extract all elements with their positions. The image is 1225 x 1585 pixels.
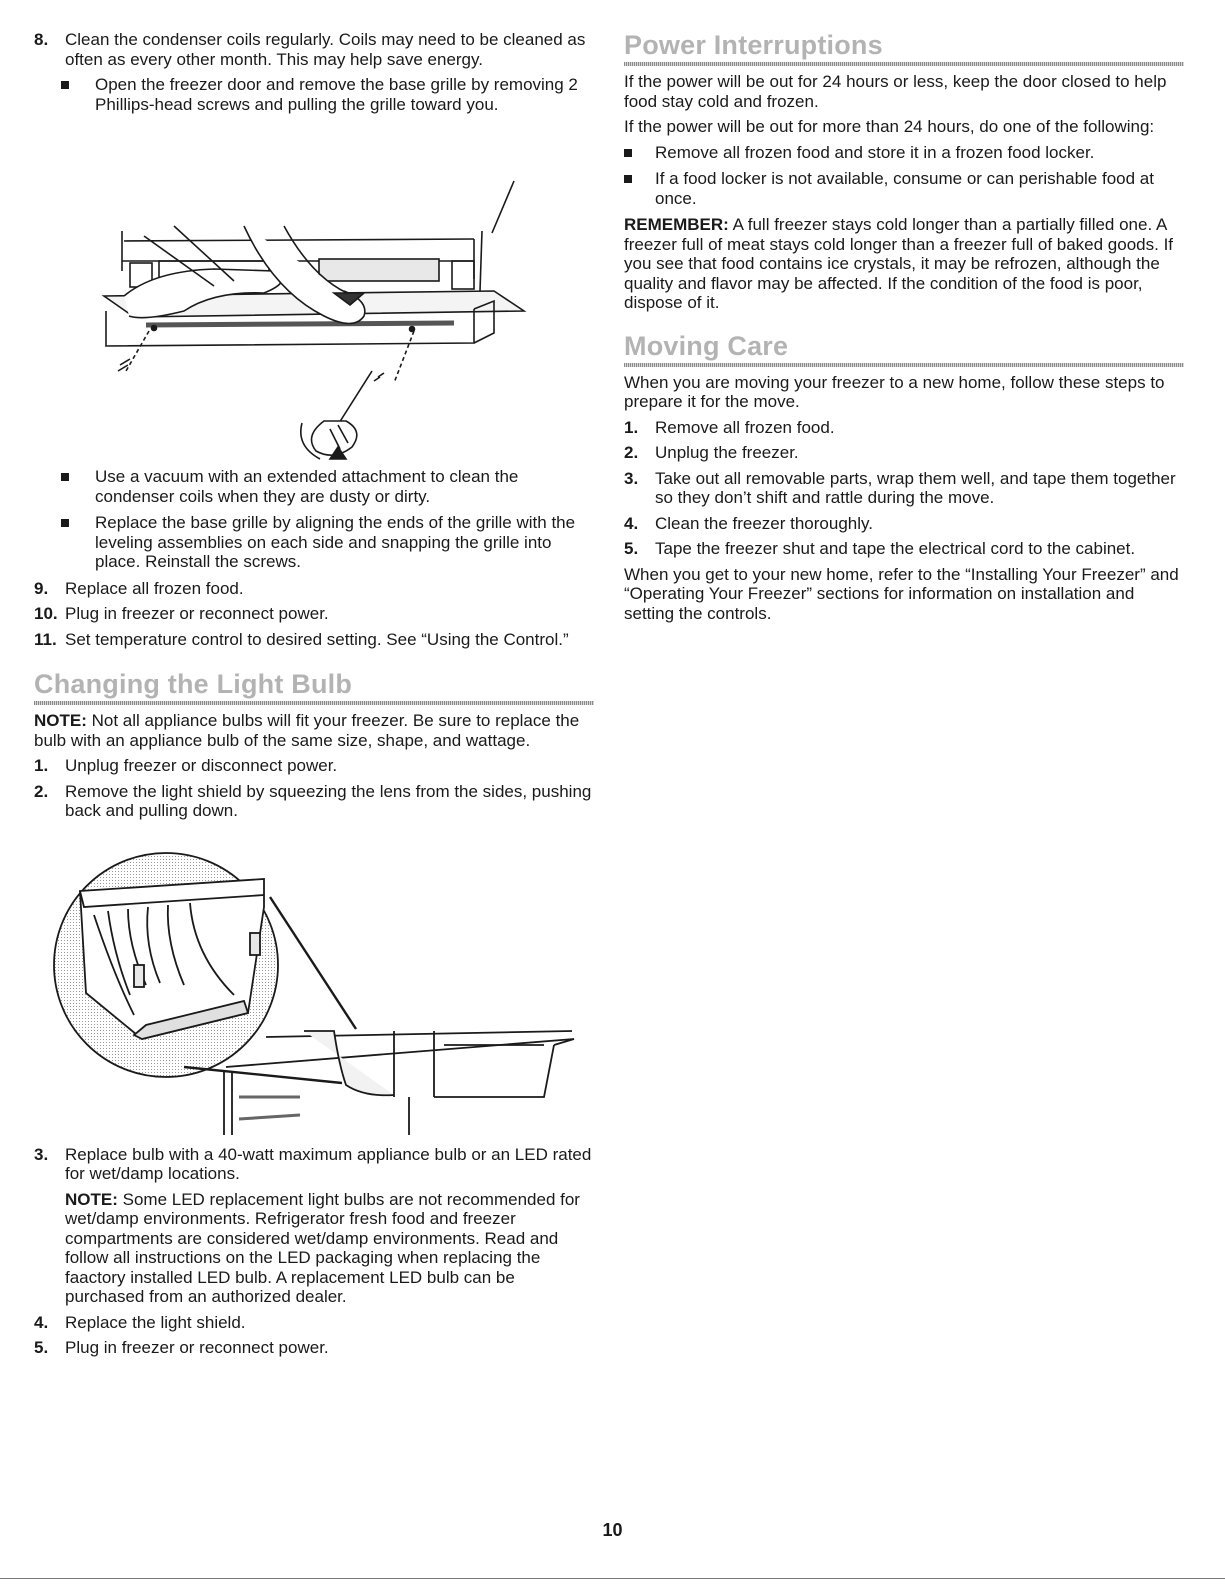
bullet-icon xyxy=(624,149,632,157)
step-text: Remove all frozen food. xyxy=(655,417,835,437)
remember-label: REMEMBER: xyxy=(624,215,729,234)
screwdriver-illustration xyxy=(34,351,594,461)
step-number: 11. xyxy=(34,629,57,649)
bulb-note xyxy=(34,711,594,750)
remember-note xyxy=(624,215,1184,313)
step-text: Plug in freezer or reconnect power. xyxy=(65,1338,329,1357)
section-title-light-bulb: Changing the Light Bulb xyxy=(34,669,353,699)
step-number: 4. xyxy=(34,1312,49,1332)
step-number: 1. xyxy=(624,417,639,437)
step-number: 5. xyxy=(34,1338,49,1357)
bulb-step-1 xyxy=(34,756,594,776)
moving-intro: When you are moving your freezer to a new home, follow these steps to prepare it for the move. xyxy=(624,372,1165,411)
step-text: Clean the condenser coils regularly. Coils may need to be cleaned as often as every other month. This may help save energy. xyxy=(65,30,586,69)
step-number: 8. xyxy=(34,30,49,49)
step-9 xyxy=(34,579,594,599)
moving-step-5 xyxy=(624,539,1184,559)
moving-step-4 xyxy=(624,514,1184,534)
step-text: Remove the light shield by squeezing the lens from the sides, pushing back and pulling down. xyxy=(65,781,592,820)
note-label: NOTE: xyxy=(65,1189,118,1209)
step-text: Replace all frozen food. xyxy=(65,578,244,598)
light-shield-illustration xyxy=(34,835,594,1135)
step-text: Plug in freezer or reconnect power. xyxy=(65,604,329,623)
bullet-remove-grille xyxy=(34,75,594,114)
note-text: Not all appliance bulbs will fit your freezer. Be sure to replace the bulb with an appliance bulb of the same size, shape, and wattage. xyxy=(34,711,580,750)
step-text: Replace the light shield. xyxy=(65,1312,246,1332)
step-number: 10. xyxy=(34,604,58,623)
right-column xyxy=(624,30,1184,629)
moving-outro: When you get to your new home, refer to the “Installing Your Freezer” and “Operating Your Freezer” sections for information on installation and setting the controls. xyxy=(624,564,1179,623)
step-text: Replace bulb with a 40-watt maximum appliance bulb or an LED rated for wet/damp locations. xyxy=(65,1144,592,1183)
bullet-icon xyxy=(61,473,69,481)
bullet-icon xyxy=(61,519,69,527)
step-number: 3. xyxy=(624,468,639,488)
led-note xyxy=(34,1190,594,1307)
step-number: 2. xyxy=(34,781,49,801)
remember-text: A full freezer stays cold longer than a partially filled one. A freezer full of meat stays cold longer than a freezer full of baked goods. If you see that food contains ice crystals, it may be refrozen, although the quality and flavor may be affected. If the condition of the food is poor, dispose of it. xyxy=(624,215,1174,312)
step-number: 4. xyxy=(624,513,639,533)
section-title-power: Power Interruptions xyxy=(624,30,883,60)
step-11 xyxy=(34,630,594,650)
power-para-1: If the power will be out for 24 hours or less, keep the door closed to help food stay cold and frozen. xyxy=(624,72,1167,111)
step-number: 5. xyxy=(624,539,639,558)
step-text: Clean the freezer thoroughly. xyxy=(655,513,873,533)
page-number: 10 xyxy=(602,1520,623,1540)
power-para-2: If the power will be out for more than 24 hours, do one of the following: xyxy=(624,117,1155,136)
power-bullet-2 xyxy=(624,169,1184,208)
section-rule xyxy=(624,363,1184,367)
bottom-rule xyxy=(0,1578,1225,1579)
bulb-step-4 xyxy=(34,1313,594,1333)
section-title-moving: Moving Care xyxy=(624,330,789,361)
bullet-replace-grille xyxy=(34,513,594,572)
bulb-step-5 xyxy=(34,1338,594,1358)
step-text: Take out all removable parts, wrap them well, and tape them together so they don’t shift and rattle during the move. xyxy=(655,468,1176,507)
step-number: 3. xyxy=(34,1144,49,1164)
moving-step-3 xyxy=(624,469,1184,508)
bullet-icon xyxy=(624,175,632,183)
step-text: Set temperature control to desired setting. See “Using the Control.” xyxy=(65,629,569,649)
step-8 xyxy=(34,30,594,69)
section-rule xyxy=(624,62,1184,66)
step-text: Unplug the freezer. xyxy=(655,443,799,462)
step-number: 2. xyxy=(624,443,639,462)
section-rule xyxy=(34,701,594,705)
bullet-icon xyxy=(61,81,69,89)
moving-step-2 xyxy=(624,443,1184,463)
bullet-text: Open the freezer door and remove the base grille by removing 2 Phillips-head screws and pulling the grille toward you. xyxy=(95,75,578,114)
step-number: 1. xyxy=(34,756,49,775)
step-number: 9. xyxy=(34,578,49,598)
note-label: NOTE: xyxy=(34,711,87,730)
bullet-text: If a food locker is not available, consume or can perishable food at once. xyxy=(655,169,1154,208)
bullet-vacuum-coils xyxy=(34,467,594,506)
bullet-text: Use a vacuum with an extended attachment to clean the condenser coils when they are dusty or dirty. xyxy=(95,467,519,506)
bullet-text: Remove all frozen food and store it in a frozen food locker. xyxy=(655,142,1095,162)
step-10 xyxy=(34,604,594,624)
power-bullet-1 xyxy=(624,143,1184,163)
left-column xyxy=(34,30,594,1364)
moving-step-1 xyxy=(624,418,1184,438)
step-text: Tape the freezer shut and tape the electrical cord to the cabinet. xyxy=(655,539,1136,558)
note-text: Some LED replacement light bulbs are not recommended for wet/damp environments. Refrigerator fresh food and freezer compartments are considered wet/damp environments. Read and follow all instructions on the LED packaging when replacing the faactory installed LED bulb. A replacement LED bulb can be purchased from an authorized dealer. xyxy=(65,1189,580,1306)
bulb-step-3 xyxy=(34,1145,594,1184)
bullet-text: Replace the base grille by aligning the ends of the grille with the leveling assemblies on each side and snapping the grille into place. Reinstall the screws. xyxy=(95,513,576,571)
bulb-step-2 xyxy=(34,782,594,821)
step-text: Unplug freezer or disconnect power. xyxy=(65,756,338,775)
